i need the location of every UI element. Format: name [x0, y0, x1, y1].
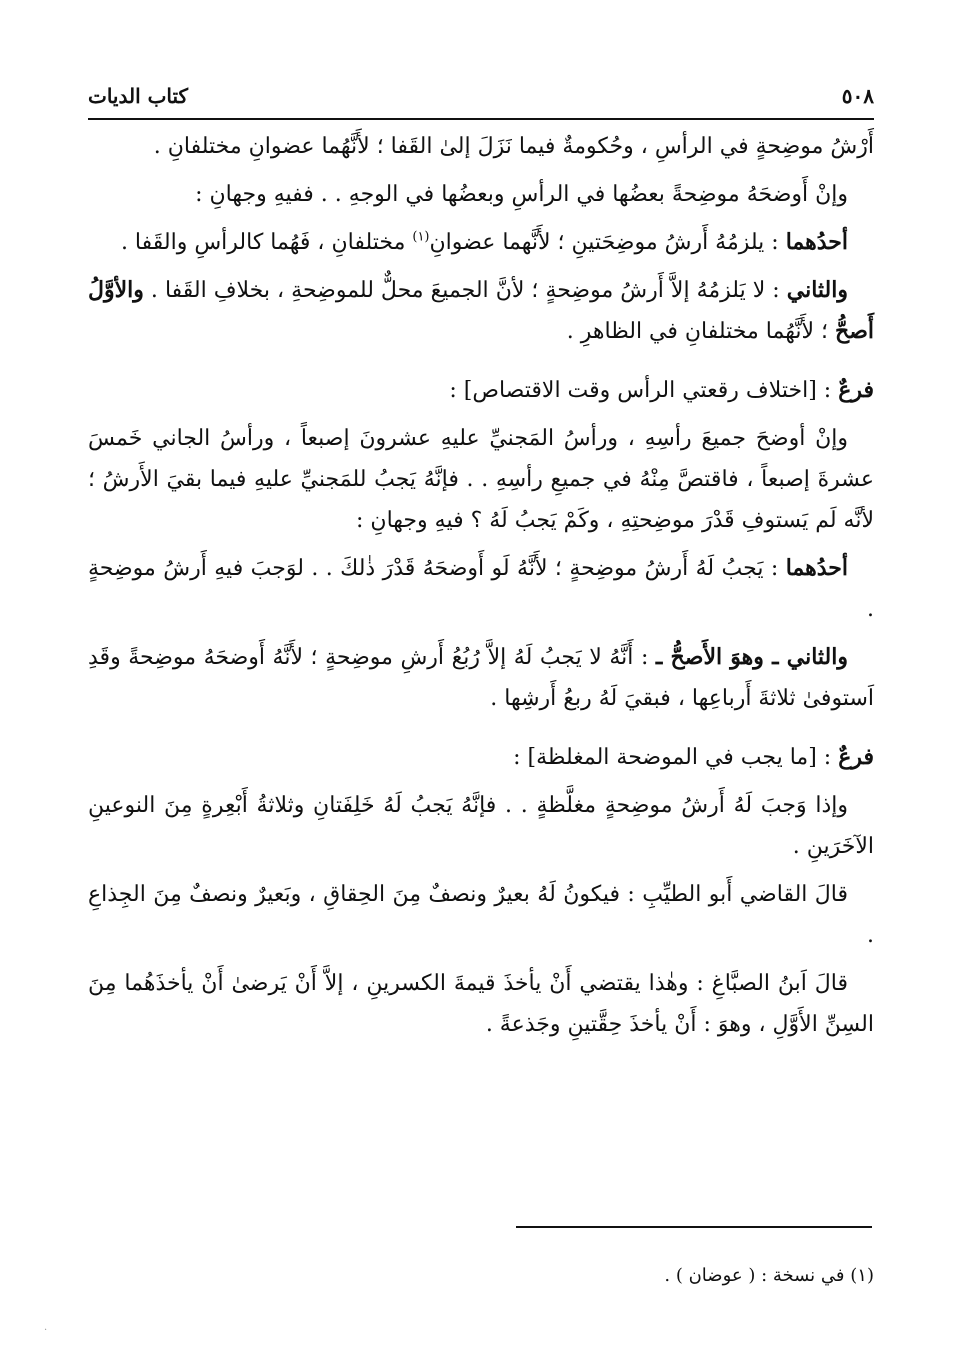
paragraph-3: [88, 222, 874, 263]
footnote-number: (١): [850, 1265, 874, 1286]
branch-label: فرعٌ: [838, 377, 874, 403]
second-view-text: : أَنَّهُ لا يَجبُ لَهُ إلاَّ رُبُعُ أَرشِ موضِحةٍ ؛ لأَنَّهُ أَوضحَهُ موضِحةً وقَدِ اَستوفىٰ ثلاثةَ أَرباعِها ، فبقيَ لَهُ ربعُ أَرشِها .: [88, 645, 874, 711]
first-view-label: أحدُهما: [785, 555, 848, 581]
first-view-label: أحدُهما: [785, 229, 848, 255]
header-rule: [88, 118, 874, 120]
footnote: [88, 1262, 874, 1290]
paragraph-1: أَرْشُ موضِحةٍ في الرأسِ ، وحُكومةٌ فيما نَزَلَ إلىٰ القَفا ؛ لأَنَّهُما عضوانِ مختلفانِ .: [153, 134, 874, 159]
footnote-text: في نسخة : ( عوضان ) .: [664, 1265, 845, 1286]
paragraph-10: قالَ اَبنُ الصبَّاغِ : وهٰذا يقتضي أَنْ يأخذَ قيمةَ الكسرينِ ، إلاَّ أَنْ يَرضىٰ أَنْ يأخذَهُما مِنَ السِنِّ الأَوَّلِ ، وهوَ : أَنْ يأخذَ حِقَّتينِ وجَذعةً .: [88, 971, 874, 1037]
paragraph-2: وإنْ أَوضحَهُ موضِحةً بعضُها في الرأسِ وبعضُها في الوجهِ . . ففيهِ وجهانِ :: [195, 182, 848, 207]
branch-heading-1: [88, 370, 874, 411]
paragraph-4: [88, 270, 874, 352]
branch-heading-2: [88, 737, 874, 778]
footnote-reference[interactable]: (١): [412, 229, 430, 245]
first-view-text-a: : يلزمُهُ أَرشُ موضِحَتينِ ؛ لأَنَّهما عضوانِ: [429, 230, 786, 255]
branch-title: : [ما يجب في الموضحة المغلظة] :: [513, 745, 839, 770]
running-title: كتاب الديات: [88, 84, 189, 108]
second-view-label: والثاني: [786, 277, 848, 303]
paragraph-8: وإذا وَجبَ لَهُ أَرشُ موضِحةٍ مغلَّظةٍ . . فإنَّهُ يَجبُ لَهُ خَلِفَتانِ وثلاثةُ أَبْعِرةٍ مِنَ النوعينِ الآخَرَينِ .: [88, 793, 874, 859]
page-body: [88, 126, 874, 1052]
branch-title: : [اختلاف رقعتي الرأس وقت الاقتصاص] :: [449, 378, 839, 403]
second-view-label: والثاني ـ وهوَ الأَصحُّ ـ: [655, 644, 848, 670]
first-view-text: : يَجبُ لَهُ أَرشُ موضِحةٍ ؛ لأَنَّهُ لَو أَوضحَهُ قَدْرَ ذٰلكَ . . لوَجبَ فيهِ أَرشُ موضِحةٍ .: [88, 556, 874, 622]
page-header: [88, 78, 874, 114]
scan-mark: .: [44, 1322, 48, 1333]
paragraph-6: [88, 548, 874, 630]
paragraph-5: وإنْ أوضحَ جميعَ رأسِهِ ، ورأسُ المَجنيِّ عليهِ عشرونَ إصبعاً ، ورأسُ الجاني خَمسَ عشرةَ إصبعاً ، فاقتصَّ مِنْهُ في جميعِ رأسِهِ . . فإنَّهُ يَجبُ للمَجنيِّ عليهِ فيما بقيَ الأَرشُ ؛ لأنَّه لَم يَستوفِ قَدْرَ موضِحتِهِ ، وكَمْ يَجبُ لَهُ ؟ فيهِ وجهانِ :: [88, 426, 874, 533]
paragraph-9: قالَ القاضي أَبو الطيِّبِ : فيكونُ لَهُ بعيرٌ ونصفٌ مِنَ الحِقاقِ ، وبَعيرٌ ونصفٌ مِنَ الجِذاعِ .: [88, 882, 874, 948]
branch-label: فرعٌ: [838, 744, 874, 770]
second-view-text-b: ؛ لأَنَّهُما مختلفانِ في الظاهرِ .: [566, 319, 835, 344]
footnote-rule: [516, 1226, 872, 1228]
preferred-view-label: والأوَّلُ أَصحُّ: [88, 277, 874, 344]
paragraph-7: [88, 637, 874, 719]
first-view-text-b: مختلفانِ ، فَهُما كالرأسِ والقَفا .: [120, 230, 413, 255]
page-number: ٥٠٨: [841, 84, 874, 108]
second-view-text-a: : لا يَلزمُهُ إلاَّ أَرشُ موضِحةٍ ؛ لأنَّ الجميعَ محلٌّ للموضِحةِ ، بخلافِ القَفا .: [143, 278, 787, 303]
